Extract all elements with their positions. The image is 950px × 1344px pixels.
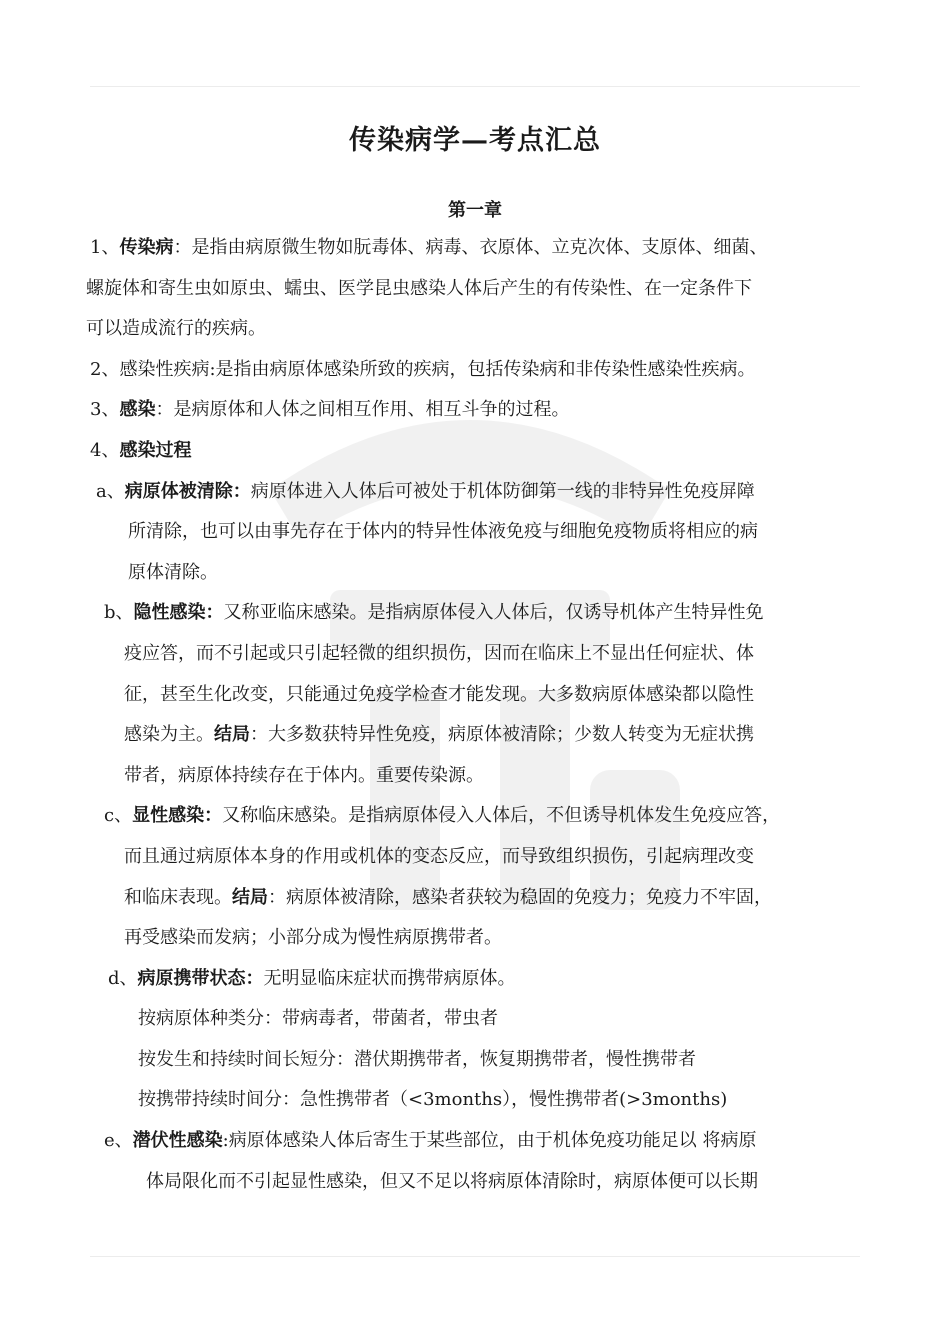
- item-3-line: 3、感染：是病原体和人体之间相互作用、相互斗争的过程。: [90, 399, 570, 421]
- carrier-classification-2: 按发生和持续时间长短分：潜伏期携带者，恢复期携带者，慢性携带者: [138, 1048, 696, 1070]
- chapter-heading: 第一章: [448, 200, 502, 221]
- item-2-line: 2、感染性疾病:是指由病原体感染所致的疾病，包括传染病和非传染性感染性疾病。: [90, 358, 756, 380]
- term-covert-infection: 隐性感染: [133, 602, 206, 624]
- term-infection-process: 感染过程: [119, 439, 192, 461]
- sub-c-line-4: 再受感染而发病；小部分成为慢性病原携带者。: [124, 927, 502, 949]
- term-infection: 感染: [119, 399, 156, 421]
- sub-c-line-2: 而且通过病原体本身的作用或机体的变态反应，而导致组织损伤，引起病理改变: [124, 845, 754, 867]
- sub-d-line-1: d、病原携带状态：无明显临床症状而携带病原体。: [108, 967, 516, 989]
- item-1-line-3: 可以造成流行的疾病。: [86, 318, 266, 340]
- item-1-line-2: 螺旋体和寄生虫如原虫、蠕虫、医学昆虫感染人体后产生的有传染性、在一定条件下: [86, 277, 752, 299]
- sub-c-line-1: c、显性感染：又称临床感染。是指病原体侵入人体后，不但诱导机体发生免疫应答，: [104, 805, 781, 827]
- item-1-line-1: 1、传染病：是指由病原微生物如朊毒体、病毒、衣原体、立克次体、支原体、细菌、: [90, 237, 768, 258]
- page-top-rule: [90, 86, 860, 87]
- sub-b-line-1: b、隐性感染：又称亚临床感染。是指病原体侵入人体后，仅诱导机体产生特异性免: [104, 602, 764, 624]
- sub-a-line-3: 原体清除。: [128, 561, 218, 583]
- document-body: [86, 228, 886, 1202]
- term-pathogen-cleared: 病原体被清除: [124, 480, 233, 502]
- sub-a-line-1: a、病原体被清除：病原体进入人体后可被处于机体防御第一线的非特异性免疫屏障: [96, 480, 755, 502]
- sub-e-line-2: 体局限化而不引起显性感染，但又不足以将病原体清除时，病原体便可以长期: [146, 1170, 758, 1192]
- sub-a-line-2: 所清除，也可以由事先存在于体内的特异性体液免疫与细胞免疫物质将相应的病: [128, 521, 758, 543]
- outcome-label: 结局: [214, 724, 250, 746]
- carrier-classification-3: 按携带持续时间分：急性携带者（<3months），慢性携带者(>3months): [138, 1089, 728, 1111]
- term-carrier-state: 病原携带状态: [137, 967, 246, 989]
- document-title: 传染病学—考点汇总: [349, 125, 601, 156]
- term-infectious-disease: 传染病: [119, 237, 174, 258]
- item-4-heading: 4、感染过程: [90, 439, 192, 461]
- sub-b-line-5: 带者，病原体持续存在于体内。重要传染源。: [124, 764, 484, 786]
- sub-b-line-2: 疫应答，而不引起或只引起轻微的组织损伤，因而在临床上不显出任何症状、体: [124, 642, 754, 664]
- carrier-classification-1: 按病原体种类分：带病毒者，带菌者，带虫者: [138, 1008, 498, 1030]
- sub-b-line-4: 感染为主。结局：大多数获特异性免疫，病原体被清除；少数人转变为无症状携: [124, 724, 754, 746]
- term-overt-infection: 显性感染: [132, 805, 205, 827]
- outcome-label: 结局: [232, 886, 268, 908]
- sub-c-line-3: 和临床表现。结局：病原体被清除，感染者获较为稳固的免疫力；免疫力不牢固，: [124, 886, 772, 908]
- sub-b-line-3: 征，甚至生化改变，只能通过免疫学检查才能发现。大多数病原体感染都以隐性: [124, 683, 754, 705]
- sub-e-line-1: e、潜伏性感染:病原体感染人体后寄生于某些部位，由于机体免疫功能足以 将病原: [104, 1130, 757, 1152]
- term-latent-infection: 潜伏性感染: [132, 1130, 223, 1152]
- page-bottom-rule: [90, 1256, 860, 1257]
